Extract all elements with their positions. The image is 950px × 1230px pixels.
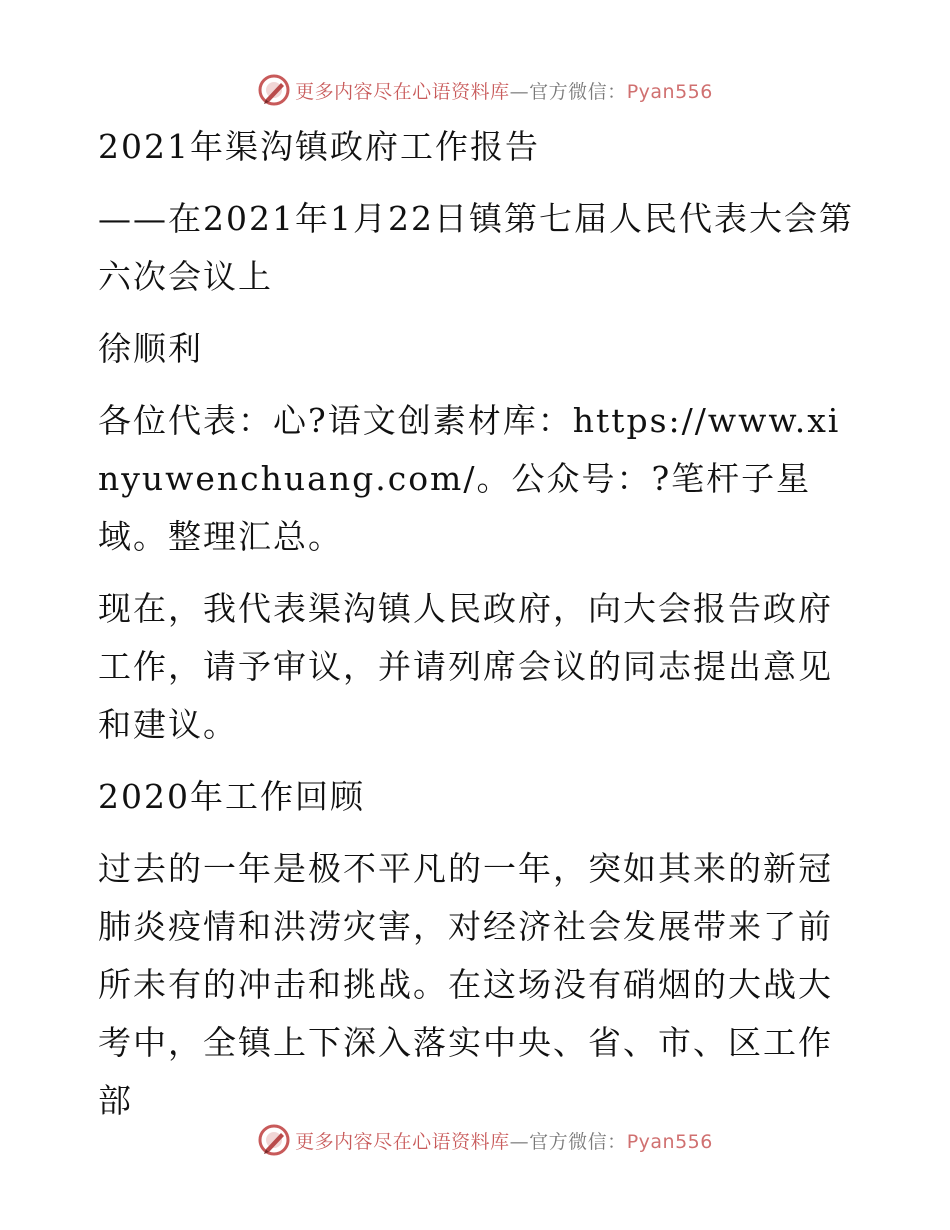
pen-seal-logo-icon — [257, 73, 291, 107]
watermark-text: 更多内容尽在心语资料库—官方微信：Pyan556 — [295, 1130, 713, 1153]
header-watermark-banner — [0, 70, 950, 110]
intro-paragraph: 现在，我代表渠沟镇人民政府，向大会报告政府工作，请予审议，并请列席会议的同志提出意见和建议。 — [98, 589, 833, 744]
document-subtitle: ——在2021年1月22日镇第七届人民代表大会第六次会议上 — [98, 199, 854, 296]
watermark-group — [257, 73, 713, 107]
watermark-group — [257, 1123, 713, 1157]
body-paragraph: 过去的一年是极不平凡的一年，突如其来的新冠肺炎疫情和洪涝灾害，对经济社会发展带来了前所未有的冲击和挑战。在这场没有硝烟的大战大考中，全镇上下深入落实中央、省、市、区工作部 — [98, 849, 833, 1120]
document-body — [98, 118, 858, 1144]
salutation-paragraph: 各位代表：心?语文创素材库：https://www.xinyuwenchuang.com/。公众号：?笔杆子星域。整理汇总。 — [98, 401, 841, 556]
section-heading: 2020年工作回顾 — [98, 777, 365, 816]
pen-seal-logo-icon — [257, 1123, 291, 1157]
document-author: 徐顺利 — [98, 329, 203, 368]
document-title: 2021年渠沟镇政府工作报告 — [98, 127, 540, 166]
watermark-text: 更多内容尽在心语资料库—官方微信：Pyan556 — [295, 80, 713, 103]
footer-watermark-banner — [0, 1120, 950, 1160]
